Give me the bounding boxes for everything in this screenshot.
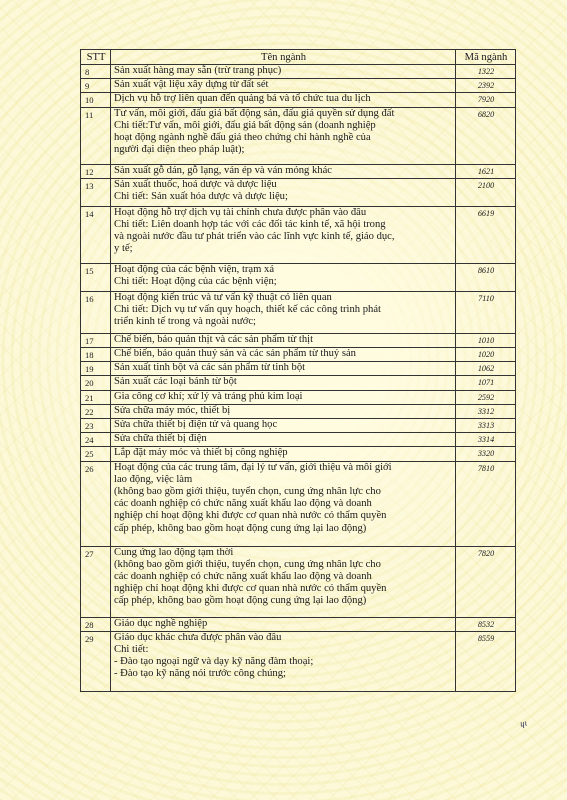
row-code: 1062 bbox=[456, 362, 516, 376]
business-line-text: - Đào tạo kỹ năng nói trước công chúng; bbox=[114, 668, 286, 680]
row-stt: 21 bbox=[81, 390, 111, 404]
business-line-text: các doanh nghiệp có chức năng xuất khẩu lao động và doanh bbox=[114, 498, 372, 510]
row-code: 8610 bbox=[456, 263, 516, 291]
business-line-text: Sản xuất gỗ dán, gỗ lạng, ván ép và ván mỏng khác bbox=[114, 164, 332, 176]
table-row bbox=[81, 107, 516, 164]
header-code: Mã ngành bbox=[456, 50, 516, 65]
business-line-text: triển kinh tế trong và ngoài nước; bbox=[114, 316, 256, 328]
row-code: 2100 bbox=[456, 178, 516, 206]
row-stt: 20 bbox=[81, 376, 111, 390]
row-code: 6619 bbox=[456, 206, 516, 263]
business-line-text: Giáo dục nghề nghiệp bbox=[114, 617, 208, 629]
row-business-line bbox=[111, 348, 456, 362]
business-line-text: Sửa chữa máy móc, thiết bị bbox=[114, 404, 231, 416]
business-line-text: hoạt động ngành nghề đấu giá theo chứng chỉ hành nghề của bbox=[114, 132, 371, 144]
row-code: 7110 bbox=[456, 291, 516, 333]
row-business-line bbox=[111, 461, 456, 546]
row-code: 2592 bbox=[456, 390, 516, 404]
business-line-text: Dịch vụ hỗ trợ liên quan đến quảng bá và tổ chức tua du lịch bbox=[114, 93, 371, 105]
table-body bbox=[81, 65, 516, 692]
business-line-text: Sửa chữa thiết bị điện tử và quang học bbox=[114, 419, 278, 431]
business-line-text: Sản xuất các loại bánh từ bột bbox=[114, 376, 237, 388]
initials-signature: ɥɩ bbox=[519, 717, 528, 729]
row-stt: 24 bbox=[81, 433, 111, 447]
business-lines-table bbox=[80, 49, 516, 692]
business-line-text: cấp phép, không bao gồm hoạt động cung ứng lại lao động) bbox=[114, 595, 367, 607]
business-line-text: (không bao gồm giới thiệu, tuyển chọn, cung ứng nhân lực cho bbox=[114, 486, 381, 498]
business-line-text: Gia công cơ khí; xử lý và tráng phủ kim loại bbox=[114, 390, 303, 402]
row-business-line bbox=[111, 546, 456, 617]
business-line-text: Chi tiết: Sản xuất hóa dược và dược liệu; bbox=[114, 191, 288, 203]
table-header-row bbox=[81, 50, 516, 65]
row-code: 8532 bbox=[456, 617, 516, 631]
row-stt: 17 bbox=[81, 333, 111, 347]
row-business-line bbox=[111, 617, 456, 631]
business-line-text: Chế biến, bảo quản thịt và các sản phẩm từ thịt bbox=[114, 333, 314, 345]
business-line-text: Sản xuất thuốc, hoá dược và dược liệu bbox=[114, 178, 277, 190]
business-line-text: Lắp đặt máy móc và thiết bị công nghiệp bbox=[114, 447, 288, 459]
row-business-line bbox=[111, 333, 456, 347]
row-business-line bbox=[111, 291, 456, 333]
table-row bbox=[81, 419, 516, 433]
table-row bbox=[81, 263, 516, 291]
business-line-text: Hoạt động của các bệnh viện, trạm xá bbox=[114, 263, 275, 275]
table-row bbox=[81, 79, 516, 93]
header-name: Tên ngành bbox=[111, 50, 456, 65]
business-line-text: Giáo dục khác chưa được phân vào đâu bbox=[114, 631, 282, 643]
business-line-text: và ngoài nước đầu tư phát triển vào các lĩnh vực kinh tế, giáo dục, bbox=[114, 231, 395, 243]
row-stt: 23 bbox=[81, 419, 111, 433]
row-code: 3320 bbox=[456, 447, 516, 461]
business-line-text: Sản xuất vật liệu xây dựng từ đất sét bbox=[114, 79, 269, 91]
business-line-text: Chi tiết: Liên doanh hợp tác với các đối tác kinh tế, xã hội trong bbox=[114, 219, 386, 231]
business-line-text: Cung ứng lao động tạm thời bbox=[114, 546, 234, 558]
table-row bbox=[81, 362, 516, 376]
business-line-text: nghiệp chỉ hoạt động khi được cơ quan nhà nước có thẩm quyền bbox=[114, 583, 387, 595]
row-business-line bbox=[111, 93, 456, 107]
business-line-text: người đại diện theo pháp luật); bbox=[114, 144, 245, 156]
row-code: 6820 bbox=[456, 107, 516, 164]
row-business-line bbox=[111, 79, 456, 93]
business-line-text: Chi tiết:Tư vấn, môi giới, đấu giá bất động sản (doanh nghiệp bbox=[114, 119, 376, 131]
table-row bbox=[81, 433, 516, 447]
table-row bbox=[81, 617, 516, 631]
business-line-text: Tư vấn, môi giới, đấu giá bất động sản, đấu giá quyền sử dụng đất bbox=[114, 107, 395, 119]
row-code: 3313 bbox=[456, 419, 516, 433]
row-stt: 9 bbox=[81, 79, 111, 93]
table-row bbox=[81, 404, 516, 418]
table-row bbox=[81, 461, 516, 546]
business-line-text: cấp phép, không bao gồm hoạt động cung ứng lại lao động) bbox=[114, 522, 367, 534]
row-stt: 11 bbox=[81, 107, 111, 164]
row-business-line bbox=[111, 419, 456, 433]
table-row bbox=[81, 390, 516, 404]
row-stt: 28 bbox=[81, 617, 111, 631]
business-line-text: lao động, việc làm bbox=[114, 473, 193, 485]
business-line-text: Chi tiết: bbox=[114, 644, 149, 656]
business-line-text: y tế; bbox=[114, 243, 133, 255]
business-lines-table-container bbox=[80, 49, 515, 719]
row-code: 7820 bbox=[456, 546, 516, 617]
table-row bbox=[81, 631, 516, 691]
row-code: 3314 bbox=[456, 433, 516, 447]
row-code: 7920 bbox=[456, 93, 516, 107]
row-business-line bbox=[111, 178, 456, 206]
business-line-text: (không bao gồm giới thiệu, tuyển chọn, cung ứng nhân lực cho bbox=[114, 558, 381, 570]
row-business-line bbox=[111, 631, 456, 691]
business-line-text: Chế biến, bảo quản thuỷ sản và các sản phẩm từ thuỷ sản bbox=[114, 348, 356, 360]
table-row bbox=[81, 333, 516, 347]
table-row bbox=[81, 178, 516, 206]
row-code: 1621 bbox=[456, 164, 516, 178]
table-row bbox=[81, 206, 516, 263]
business-line-text: Sửa chữa thiết bị điện bbox=[114, 433, 207, 445]
business-line-text: Sản xuất tinh bột và các sản phẩm từ tinh bột bbox=[114, 362, 306, 374]
row-stt: 19 bbox=[81, 362, 111, 376]
row-business-line bbox=[111, 263, 456, 291]
row-code: 8559 bbox=[456, 631, 516, 691]
row-code: 3312 bbox=[456, 404, 516, 418]
row-stt: 16 bbox=[81, 291, 111, 333]
table-row bbox=[81, 164, 516, 178]
table-row bbox=[81, 546, 516, 617]
row-business-line bbox=[111, 65, 456, 79]
row-business-line bbox=[111, 107, 456, 164]
row-code: 1020 bbox=[456, 348, 516, 362]
table-row bbox=[81, 447, 516, 461]
business-line-text: Hoạt động của các trung tâm, đại lý tư vấn, giới thiệu và môi giới bbox=[114, 461, 392, 473]
row-business-line bbox=[111, 362, 456, 376]
row-stt: 13 bbox=[81, 178, 111, 206]
business-line-text: Hoạt động kiến trúc và tư vấn kỹ thuật có liên quan bbox=[114, 291, 332, 303]
row-stt: 14 bbox=[81, 206, 111, 263]
business-line-text: Chi tiết: Dịch vụ tư vấn quy hoạch, thiết kế các công trình phát bbox=[114, 304, 381, 316]
business-line-text: Hoạt động hỗ trợ dịch vụ tài chính chưa được phân vào đâu bbox=[114, 206, 367, 218]
business-line-text: các doanh nghiệp có chức năng xuất khẩu lao động và doanh bbox=[114, 571, 372, 583]
table-row bbox=[81, 291, 516, 333]
row-stt: 10 bbox=[81, 93, 111, 107]
row-code: 1322 bbox=[456, 65, 516, 79]
table-row bbox=[81, 348, 516, 362]
business-line-text: Chi tiết: Hoạt động của các bệnh viện; bbox=[114, 276, 277, 288]
business-line-text: nghiệp chỉ hoạt động khi được cơ quan nhà nước có thẩm quyền bbox=[114, 510, 387, 522]
row-business-line bbox=[111, 390, 456, 404]
row-stt: 22 bbox=[81, 404, 111, 418]
row-code: 1010 bbox=[456, 333, 516, 347]
table-row bbox=[81, 376, 516, 390]
row-business-line bbox=[111, 164, 456, 178]
row-stt: 26 bbox=[81, 461, 111, 546]
row-business-line bbox=[111, 376, 456, 390]
table-row bbox=[81, 65, 516, 79]
row-business-line bbox=[111, 404, 456, 418]
table-row bbox=[81, 93, 516, 107]
row-stt: 12 bbox=[81, 164, 111, 178]
row-stt: 15 bbox=[81, 263, 111, 291]
row-stt: 27 bbox=[81, 546, 111, 617]
business-line-text: - Đào tạo ngoại ngữ và dạy kỹ năng đàm thoại; bbox=[114, 656, 314, 668]
row-stt: 18 bbox=[81, 348, 111, 362]
row-business-line bbox=[111, 447, 456, 461]
row-business-line bbox=[111, 206, 456, 263]
header-stt: STT bbox=[81, 50, 111, 65]
business-line-text: Sản xuất hàng may sẵn (trừ trang phục) bbox=[114, 65, 282, 76]
row-code: 7810 bbox=[456, 461, 516, 546]
row-stt: 8 bbox=[81, 65, 111, 79]
row-stt: 25 bbox=[81, 447, 111, 461]
row-stt: 29 bbox=[81, 631, 111, 691]
row-business-line bbox=[111, 433, 456, 447]
row-code: 2392 bbox=[456, 79, 516, 93]
row-code: 1071 bbox=[456, 376, 516, 390]
